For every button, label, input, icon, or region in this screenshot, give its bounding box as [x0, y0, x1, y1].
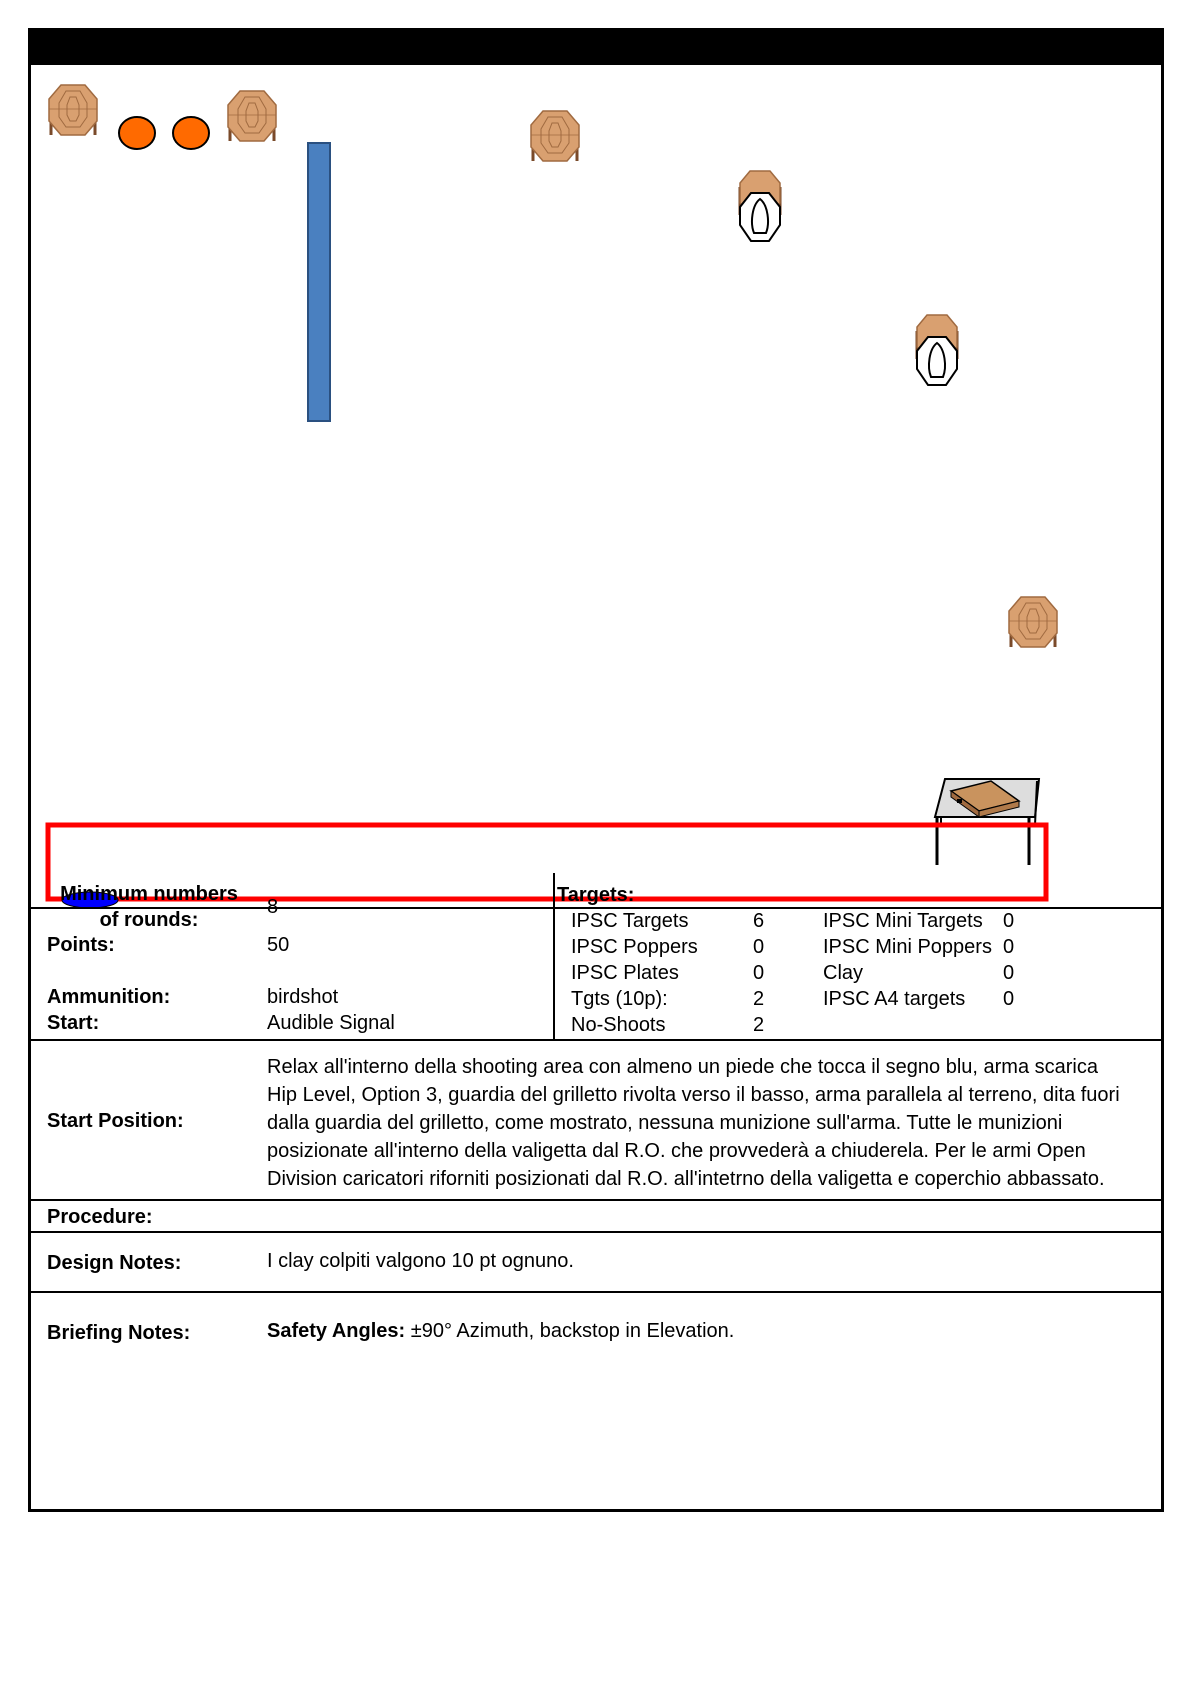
- ammunition-value: birdshot: [267, 986, 339, 1008]
- start-label: Start:: [47, 1012, 100, 1034]
- divider: [31, 1231, 1161, 1233]
- ammunition-label: Ammunition:: [47, 986, 171, 1008]
- clay-icon: [173, 117, 209, 149]
- target-count-label: IPSC Mini Targets: [823, 910, 983, 932]
- target-count-value: 0: [753, 962, 765, 984]
- table-with-case-icon: [935, 779, 1039, 865]
- target-count-value: 0: [1003, 910, 1015, 932]
- target-count-value: 2: [753, 988, 765, 1010]
- ipsc-target-icon: [49, 85, 97, 135]
- targets-heading: Targets:: [557, 884, 635, 906]
- safety-angles-label: Safety Angles:: [267, 1320, 406, 1342]
- ipsc-target-icon: [228, 91, 276, 141]
- start-position-label: Start Position:: [47, 1110, 184, 1132]
- briefing-notes-text: [267, 1317, 734, 1345]
- stage-sheet: [28, 28, 1164, 1512]
- design-notes-label: Design Notes:: [47, 1252, 182, 1274]
- divider: [31, 1039, 1161, 1041]
- ten-point-target-icon: [740, 171, 780, 241]
- clay-icon: [119, 117, 155, 149]
- target-count-value: 0: [1003, 936, 1015, 958]
- stage-drawing: [31, 65, 1161, 1011]
- wall: [308, 143, 330, 421]
- title-bar: [31, 31, 1161, 65]
- target-count-label: No-Shoots: [571, 1014, 666, 1036]
- target-count-label: Clay: [823, 962, 864, 984]
- target-count-value: 6: [753, 910, 765, 932]
- target-count-value: 0: [753, 936, 765, 958]
- procedure-label: Procedure:: [47, 1206, 153, 1228]
- start-position-text: Relax all'interno della shooting area con almeno un piede che tocca il segno blu, arma scarica Hip Level, Option 3, guardia del grilletto rivolta verso il basso, arma parallela al terreno, dita fuori dalla guardia del grilletto, come mostrato, nessuna munizione sull'arma. Tutte le munizioni posizionate all'interno della valigetta dal R.O. che provvederà a chiuderela. Per le armi Open Division caricatori riforniti posizionati dal R.O. all'intetrno della valigetta e coperchio abbassato.: [267, 1056, 1120, 1190]
- target-count-label: IPSC A4 targets: [823, 988, 966, 1010]
- points-label: Points:: [47, 934, 115, 956]
- ten-point-target-icon: [917, 315, 957, 385]
- ipsc-target-icon: [531, 111, 579, 161]
- ipsc-target-icon: [1009, 597, 1057, 647]
- divider: [31, 1291, 1161, 1293]
- target-count-value: 0: [1003, 962, 1015, 984]
- target-count-label: Tgts (10p):: [571, 988, 668, 1010]
- stage-diagram: [31, 65, 1161, 1011]
- start-value: Audible Signal: [267, 1012, 395, 1034]
- target-count-label: IPSC Mini Poppers: [823, 936, 992, 958]
- target-count-label: IPSC Plates: [571, 962, 679, 984]
- briefing-notes-label: Briefing Notes:: [47, 1322, 191, 1344]
- target-count-label: IPSC Targets: [571, 910, 689, 932]
- design-notes-text: I clay colpiti valgono 10 pt ognuno.: [267, 1250, 574, 1272]
- points-value: 50: [267, 934, 290, 956]
- min-rounds-label: Minimum numbers of rounds:: [60, 883, 238, 931]
- divider: [31, 1199, 1161, 1201]
- target-count-value: 2: [753, 1014, 765, 1036]
- target-count-value: 0: [1003, 988, 1015, 1010]
- divider: [553, 873, 555, 1039]
- min-rounds-value: 8: [267, 896, 279, 918]
- safety-angles-text: ±90° Azimuth, backstop in Elevation.: [410, 1320, 735, 1342]
- target-count-label: IPSC Poppers: [571, 936, 698, 958]
